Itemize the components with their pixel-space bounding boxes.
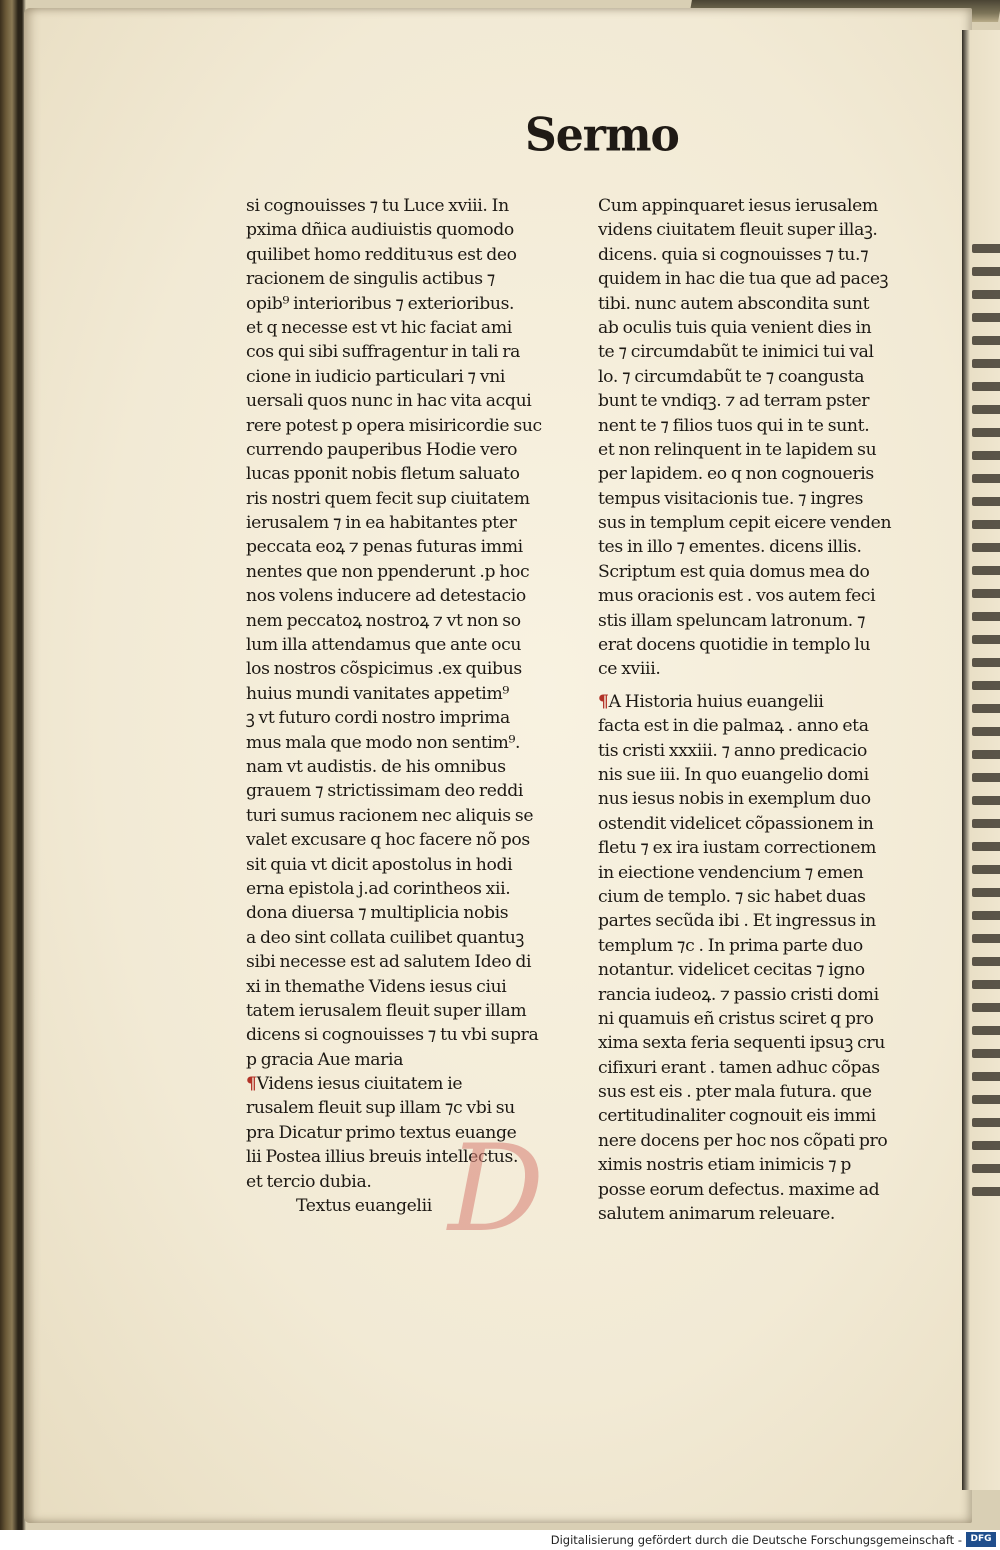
text-line: nentes que non ppenderunt .p hoc bbox=[246, 561, 530, 582]
text-line: erna epistola j.ad corintheos xii. bbox=[246, 878, 511, 899]
text-line: et tercio dubia. bbox=[246, 1171, 372, 1192]
text-line: notantur. videlicet cecitas ⁊ igno bbox=[598, 960, 865, 981]
text-line: turi sumus racionem nec aliquis se bbox=[246, 805, 534, 826]
text-line: te ⁊ circumdabũt te inimici tui val bbox=[598, 342, 874, 363]
text-line: uersali quos nunc in hac vita acqui bbox=[246, 391, 532, 412]
decorated-initial: D bbox=[448, 1120, 545, 1259]
text-line: tes in illo ⁊ ementes. dicens illis. bbox=[598, 537, 862, 558]
text-line: ce xviii. bbox=[598, 659, 661, 680]
text-line: Cum appinquaret iesus ierusalem bbox=[598, 196, 878, 216]
text-line: partes secũda ibi . Et ingressus in bbox=[598, 911, 876, 932]
text-line: cium de templo. ⁊ sic habet duas bbox=[598, 886, 866, 907]
text-line: ꝫ vt futuro cordi nostro imprima bbox=[246, 708, 510, 729]
text-line: ostendit videlicet cõpassionem in bbox=[598, 813, 874, 834]
text-line: nem peccatoꝝ nostroꝝ ⁊ vt non so bbox=[246, 610, 521, 631]
text-line: opib⁹ interioribus ⁊ exterioribus. bbox=[246, 293, 515, 314]
digitization-credit: Digitalisierung gefördert durch die Deutsche Forschungsgemeinschaft - bbox=[550, 1533, 962, 1547]
right-column bbox=[598, 194, 930, 1226]
text-line: pra Dicatur primo textus euange bbox=[246, 1122, 517, 1143]
text-line: grauem ⁊ strictissimam deo reddi bbox=[246, 781, 524, 802]
text-line: ¶Videns iesus ciuitatem ie bbox=[246, 1074, 463, 1095]
text-line: p gracia Aue maria bbox=[246, 1049, 404, 1070]
running-head: Sermo bbox=[525, 108, 679, 163]
text-line: dicens si cognouisses ⁊ tu vbi supra bbox=[246, 1025, 539, 1046]
text-line: lo. ⁊ circumdabũt te ⁊ coangusta bbox=[598, 366, 865, 387]
text-line: sus in templum cepit eicere venden bbox=[598, 513, 892, 534]
text-line: huius mundi vanitates appetim⁹ bbox=[246, 683, 509, 704]
text-line: nus iesus nobis in exemplum duo bbox=[598, 789, 871, 810]
text-line: tatem ierusalem fleuit super illam bbox=[246, 1000, 527, 1021]
text-line: facta est in die palmaꝝ . anno eta bbox=[598, 716, 869, 737]
text-line: tis cristi xxxiii. ⁊ anno predicacio bbox=[598, 740, 868, 761]
text-line: nis sue iii. In quo euangelio domi bbox=[598, 764, 869, 785]
text-line: certitudinaliter cognouit eis immi bbox=[598, 1106, 876, 1127]
dfg-logo: DFG bbox=[966, 1532, 996, 1547]
text-line: rere potest p opera misiricordie suc bbox=[246, 415, 542, 436]
left-column-text bbox=[246, 194, 576, 1072]
text-line: quilibet homo reddituꝛus est deo bbox=[246, 244, 517, 265]
text-line: valet excusare q hoc facere nõ pos bbox=[246, 830, 530, 851]
text-line: bunt te vndiqꝫ. ⁊ ad terram pster bbox=[598, 391, 870, 412]
text-line: xi in themathe Videns iesus ciui bbox=[246, 976, 507, 997]
text-line: mus mala que modo non sentim⁹. bbox=[246, 732, 521, 753]
text-line: dicens. quia si cognouisses ⁊ tu.⁊ bbox=[598, 244, 869, 265]
text-line: ni quamuis eñ cristus sciret q pro bbox=[598, 1008, 874, 1029]
text-line: et q necesse est vt hic faciat ami bbox=[246, 317, 512, 338]
facing-page-text-fragments bbox=[972, 230, 1000, 1210]
text-line: sibi necesse est ad salutem Ideo di bbox=[246, 952, 532, 973]
text-line: per lapidem. eo q non cognoueris bbox=[598, 464, 874, 485]
text-line: nos volens inducere ad detestacio bbox=[246, 586, 526, 607]
text-line: sus est eis . pter mala futura. que bbox=[598, 1082, 872, 1103]
text-line: rusalem fleuit sup illam ⁊c vbi su bbox=[246, 1098, 515, 1119]
text-line: templum ⁊c . In prima parte duo bbox=[598, 935, 863, 956]
text-line: tempus visitacionis tue. ⁊ ingres bbox=[598, 488, 864, 509]
text-line: xima sexta feria sequenti ipsuꝫ cru bbox=[598, 1033, 885, 1054]
text-line: videns ciuitatem fleuit super illaꝫ. bbox=[598, 220, 878, 241]
text-line: mus oracionis est . vos autem feci bbox=[598, 586, 876, 607]
text-line: tibi. nunc autem abscondita sunt bbox=[598, 293, 870, 314]
text-line: peccata eoꝝ ⁊ penas futuras immi bbox=[246, 537, 523, 558]
text-line: sit quia vt dicit apostolus in hodi bbox=[246, 854, 513, 875]
text-line: ris nostri quem fecit sup ciuitatem bbox=[246, 488, 530, 509]
right-column-text bbox=[598, 194, 930, 682]
text-line: nent te ⁊ filios tuos qui in te sunt. bbox=[598, 415, 870, 436]
right-column-paragraph-2 bbox=[598, 690, 930, 1227]
text-line: a deo sint collata cuilibet quantuꝫ bbox=[246, 927, 524, 948]
text-line: currendo pauperibus Hodie vero bbox=[246, 439, 518, 460]
text-line: los nostros cõspicimus .ex quibus bbox=[246, 659, 522, 680]
text-line: nere docens per hoc nos cõpati pro bbox=[598, 1130, 888, 1151]
text-line: Scriptum est quia domus mea do bbox=[598, 561, 870, 582]
text-line: nam vt audistis. de his omnibus bbox=[246, 756, 506, 777]
text-line: dona diuersa ⁊ multiplicia nobis bbox=[246, 903, 509, 924]
text-line: si cognouisses ⁊ tu Luce xviii. In bbox=[246, 196, 509, 216]
text-line: stis illam speluncam latronum. ⁊ bbox=[598, 610, 866, 631]
section-subhead: Textus euangelii bbox=[296, 1196, 432, 1217]
text-line: posse eorum defectus. maxime ad bbox=[598, 1179, 880, 1200]
left-column bbox=[246, 194, 576, 1218]
text-line: racionem de singulis actibus ⁊ bbox=[246, 269, 495, 290]
pilcrow-mark: ¶ bbox=[246, 1074, 257, 1095]
pilcrow-mark: ¶ bbox=[598, 691, 609, 712]
text-line: fletu ⁊ ex ira iustam correctionem bbox=[598, 838, 877, 859]
text-line: cione in iudicio particulari ⁊ vni bbox=[246, 366, 506, 387]
text-line: ab oculis tuis quia venient dies in bbox=[598, 317, 872, 338]
text-line: et non relinquent in te lapidem su bbox=[598, 439, 877, 460]
text-line: erat docens quotidie in templo lu bbox=[598, 635, 871, 656]
text-line: rancia iudeoꝝ. ⁊ passio cristi domi bbox=[598, 984, 879, 1005]
text-line: quidem in hac die tua que ad paceꝫ bbox=[598, 269, 889, 290]
facing-page-edge bbox=[962, 30, 1000, 1490]
text-line: pxima dñica audiuistis quomodo bbox=[246, 220, 514, 241]
text-line: ierusalem ⁊ in ea habitantes pter bbox=[246, 513, 517, 534]
text-line: lucas pponit nobis fletum saluato bbox=[246, 464, 520, 485]
text-line: cifixuri erant . tamen adhuc cõpas bbox=[598, 1057, 880, 1078]
text-line: in eiectione vendencium ⁊ emen bbox=[598, 862, 864, 883]
text-line: ximis nostris etiam inimicis ⁊ p bbox=[598, 1155, 852, 1176]
text-line: ¶A Historia huius euangelii bbox=[598, 691, 824, 712]
text-line: cos qui sibi suffragentur in tali ra bbox=[246, 342, 521, 363]
text-line: lii Postea illius breuis intellectus. bbox=[246, 1147, 519, 1168]
text-line: salutem animarum releuare. bbox=[598, 1204, 836, 1225]
text-line: lum illa attendamus que ante ocu bbox=[246, 635, 522, 656]
